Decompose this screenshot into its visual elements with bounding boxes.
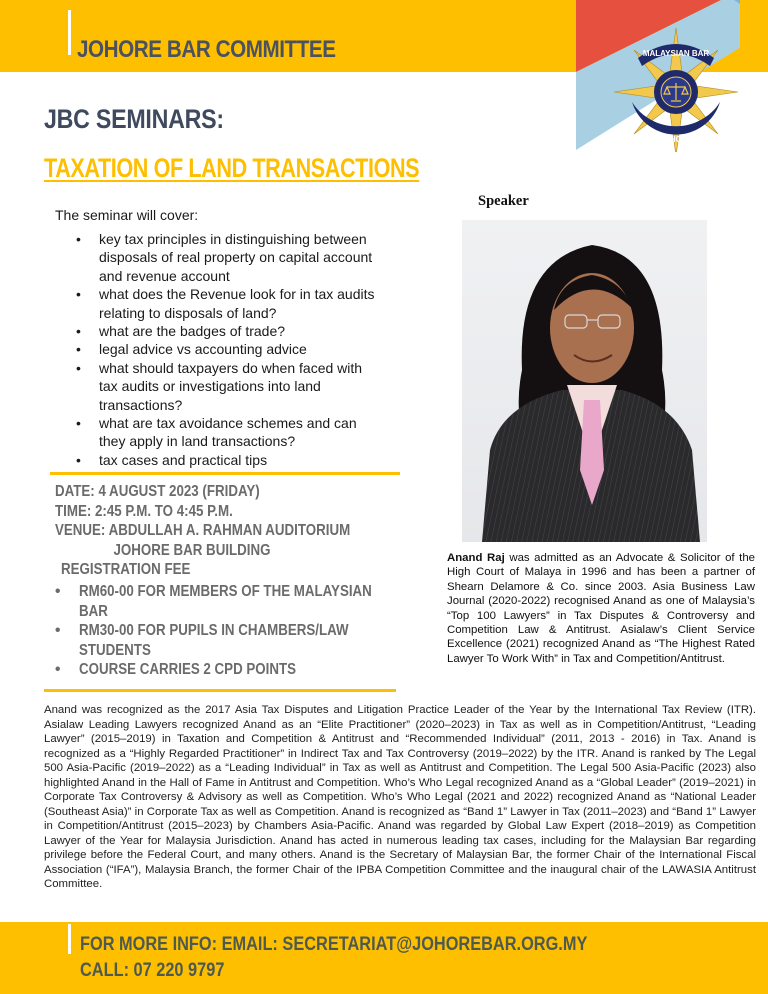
event-time: TIME: 2:45 P.M. TO 4:45 P.M. — [55, 502, 233, 520]
registration-label: REGISTRATION FEE — [61, 561, 191, 578]
speaker-portrait-icon — [462, 220, 707, 542]
speaker-label: Speaker — [478, 193, 529, 209]
divider-bottom — [44, 689, 396, 692]
event-details — [55, 482, 398, 580]
seminar-title: TAXATION OF LAND TRANSACTIONS — [44, 153, 420, 183]
event-venue-line2: JOHORE BAR BUILDING — [113, 541, 271, 559]
topic-item: • what are tax avoidance schemes and can they apply in land transactions? — [76, 414, 376, 451]
logo-yellow-strip — [740, 0, 768, 72]
topic-item: • what should taxpayers do when faced with tax audits or investigations into land transactions? — [76, 359, 376, 414]
logo-graphic — [576, 0, 768, 152]
topic-item: • what are the badges of trade? — [76, 322, 376, 340]
fee-item: • COURSE CARRIES 2 CPD POINTS — [55, 660, 395, 680]
topic-item: • legal advice vs accounting advice — [76, 340, 376, 358]
fee-item: • RM60-00 FOR MEMBERS OF THE MALAYSIAN BAR — [55, 582, 395, 621]
series-title: JBC SEMINARS: — [44, 104, 224, 134]
speaker-bio-long: Anand was recognized as the 2017 Asia Tax Disputes and Litigation Practice Leader of the Year by the International Tax Review (ITR). Asialaw Leading Lawyers recognized Anand as an “Elite Practitioner” (2020–2023) in Tax as well as in Competition/Antitrust, “Leading Lawyer” (2015–2019) in Taxation and Competition & Antitrust and “Recommended Individual” (2011, 2013 - 2016) in Tax. Anand is recognized as a “Highly Regarded Practitioner” in Indirect Tax and Tax Controversy (2019–2022) by the ITR. Anand is ranked by The Legal 500 Asia-Pacific (2019–2022) as a “Leading Individual” in Tax as well as Antitrust and Competition. The Legal 500 Asia-Pacific (2023) also highlighted Anand in the Hall of Fame in Antitrust and Competition. Who’s Who Legal recognized Anand as a “Global Leader” (2019–2021) in Corporate Tax Controversy & Advisory as well as Competition. Who’s Who Legal (2021 and 2022) recognized Anand as “National Leader (Southeast Asia)” in Corporate Tax as well as Competition. Anand is recognized as “Band 1” Lawyer in Tax (2011–2023) and “Band 1” Lawyer in Competition/Antitrust (2015–2023) by Chambers Asia-Pacific. Anand was regarded by Global Law Expert (2018–2019) as Competition Lawyer of the Year for Malaysia Jurisdiction. Anand has acted in numerous leading tax cases, including for the Malaysian Bar regarding privilege before the Federal Court, and many others. Anand is the Secretary of Malaysian Bar, the former Chair of the International Fiscal Association (“IFA”), Malaysia Branch, the former Chair of the IPBA Competition Committee and the inaugural chair of the LAWASIA Antitrust Committee. — [44, 704, 756, 890]
event-date: DATE: 4 AUGUST 2023 (FRIDAY) — [55, 483, 260, 500]
footer-accent-bar — [68, 924, 71, 954]
speaker-bio-short-text: was admitted as an Advocate & Solicitor of the High Court of Malaya in 1996 and has been a partner of Shearn Delamore & Co. since 2003. Asia Business Law Journal (2020-2022) recognised Anand as one of Malaysia’s “Top 100 Lawyers” in Tax Disputes & Controversy and Competition Law & Antitrust. Asialaw’s Client Service Excellence (2021) recognized Anand as “The Highest Rated Lawyer To Work With” in Tax and Competition/Antitrust. — [447, 552, 755, 665]
fees-list — [55, 582, 395, 680]
fee-item: • RM30-00 FOR PUPILS IN CHAMBERS/LAW STUDENTS — [55, 621, 395, 660]
organization-title: JOHORE BAR COMMITTEE — [77, 36, 336, 63]
coverage-intro: The seminar will cover: — [55, 207, 199, 223]
topic-item: • key tax principles in distinguishing between disposals of real property on capital account and revenue account — [76, 230, 376, 285]
speaker-bio-short — [447, 551, 755, 666]
topic-item: • tax cases and practical tips — [76, 451, 376, 469]
contact-info — [80, 932, 670, 984]
topics-list — [76, 230, 376, 469]
topic-item: • what does the Revenue look for in tax audits relating to disposals of land? — [76, 285, 376, 322]
logo-top-text: MALAYSIAN BAR — [642, 49, 710, 58]
logo-bottom-text: JOHORE — [659, 135, 693, 144]
speaker-photo — [462, 220, 707, 542]
event-venue: VENUE: ABDULLAH A. RAHMAN AUDITORIUM — [55, 522, 351, 539]
contact-phone[interactable]: CALL: 07 220 9797 — [80, 960, 225, 981]
malaysian-bar-johore-logo — [576, 0, 768, 152]
speaker-name: Anand Raj — [447, 552, 505, 564]
divider-top — [50, 472, 400, 475]
header-accent-bar — [68, 10, 71, 55]
contact-email[interactable]: FOR MORE INFO: EMAIL: SECRETARIAT@JOHOREBAR.ORG.MY — [80, 934, 588, 955]
